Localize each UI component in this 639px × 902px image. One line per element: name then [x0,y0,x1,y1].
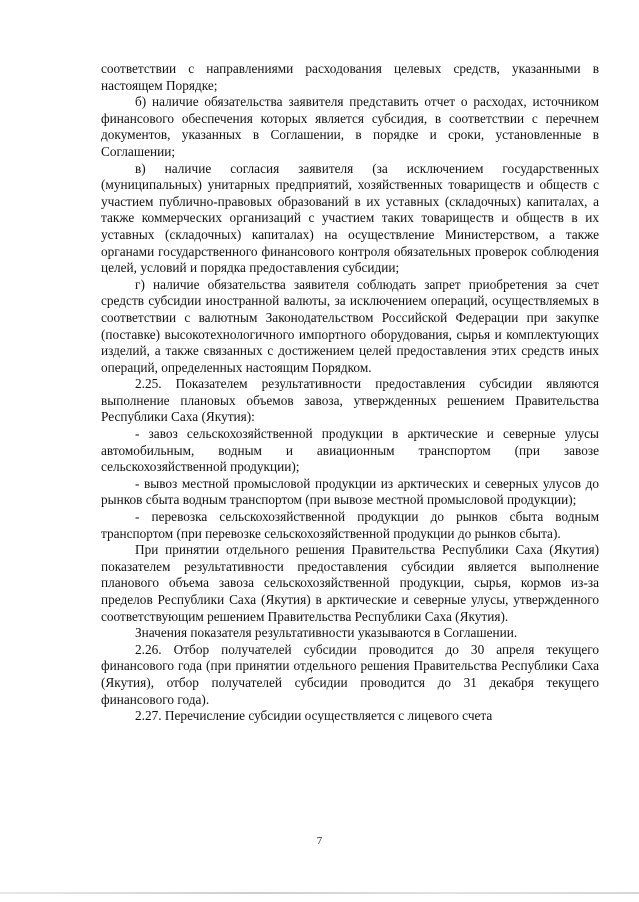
paragraph-indicator-values: Значения показателя результативности указываются в Соглашении. [135,625,518,641]
paragraph-2-27: 2.27. Перечисление субсидии осуществляется с лицевого счета [135,708,493,724]
paragraph-continuation: соответствии с направлениями расходования целевых средств, указанными в настоящем Порядке; [101,61,599,93]
scan-edge-line [0,892,639,894]
paragraph-item-b: б) наличие обязательства заявителя представить отчет о расходах, источником финансового обеспечения которых является субсидия, в соответствии с перечнем документов, указанных в Соглашении, в порядке и сроки, установленные в Соглашении; [101,94,599,159]
bullet-export: - вывоз местной промысловой продукции из арктических и северных улусов до рынков сбыта водным транспортом (при вывозе местной промысловой продукции); [101,475,599,508]
paragraph-separate-decision: При принятии отдельного решения Правительства Республики Саха (Якутия) показателем результативности предоставления субсидии является выполнение планового объема завоза сельскохозяйственной продукции, сырья, кормов из-за пределов Республики Саха (Якутия) в арктические и северные улусы, утвержденного соответствующим решением Правительства Республики Саха (Якутия). [101,542,599,624]
paragraph-2-26: 2.26. Отбор получателей субсидии проводится до 30 апреля текущего финансового года (при принятии отдельного решения Правительства Республики Саха (Якутия), отбор получателей субсидии проводится до 31 декабря текущего финансового года). [101,641,599,707]
document-page [101,61,599,725]
paragraph-item-g: г) наличие обязательства заявителя соблюдать запрет приобретения за счет средств субсидии иностранной валюты, за исключением операций, осуществляемых в соответствии с валютным Законодательством Российской Федерации при закупке (поставке) высокотехнологичного импортного оборудования, сырья и комплектующих изделий, а также связанных с достижением целей предоставления этих средств иных операций, определенных настоящим Порядком. [101,276,599,375]
paragraph-2-25: 2.25. Показателем результативности предоставления субсидии являются выполнение плановых объемов завоза, утвержденных решением Правительства Республики Саха (Якутия): [101,376,599,425]
bullet-transport: - перевозка сельскохозяйственной продукции до рынков сбыта водным транспортом (при перевозке сельскохозяйственной продукции до рынков сбыта). [101,509,599,541]
paragraph-item-v: в) наличие согласия заявителя (за исключением государственных (муниципальных) унитарных предприятий, хозяйственных товариществ и обществ с участием публично-правовых образований в их уставных (складочных) капиталах, а также коммерческих организаций с участием таких товариществ и обществ в их уставных (складочных) капиталах) на осуществление Министерством, а также органами государственного финансового контроля обязательных проверок соблюдения целей, условий и порядка предоставления субсидии; [101,160,599,276]
page-number: 7 [316,835,323,847]
bullet-import: - завоз сельскохозяйственной продукции в арктические и северные улусы автомобильным, водным и авиационным транспортом (при завозе сельскохозяйственной продукции); [101,426,599,475]
